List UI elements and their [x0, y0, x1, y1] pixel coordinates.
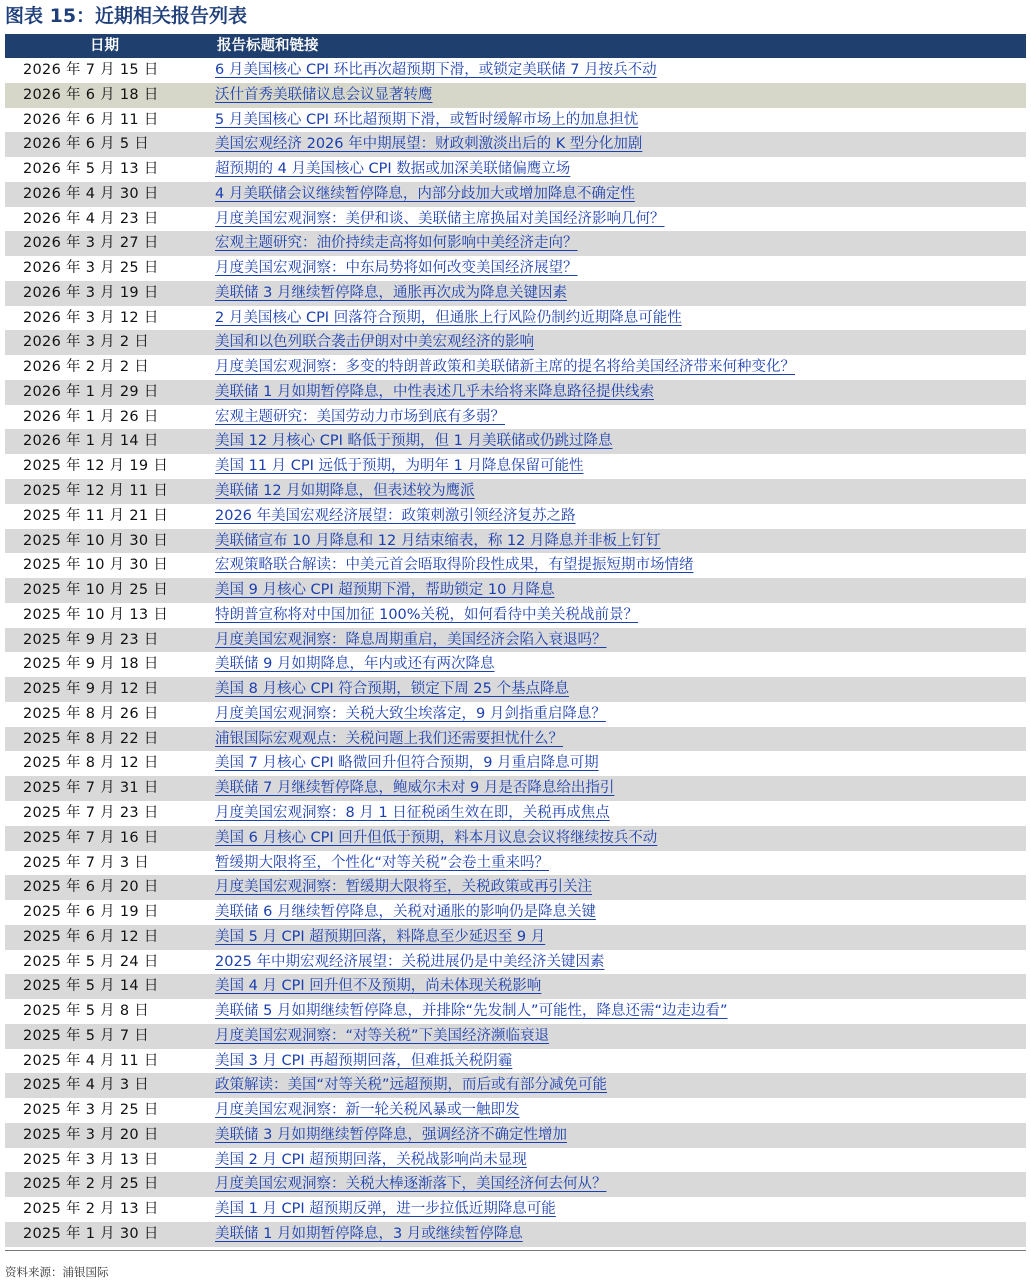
table-row [5, 727, 1026, 752]
table-row [5, 1073, 1026, 1098]
report-date: 2026 年 1 月 26 日 [23, 408, 159, 425]
report-date: 2025 年 9 月 18 日 [23, 656, 159, 673]
report-date: 2025 年 2 月 25 日 [23, 1176, 159, 1193]
report-title-link[interactable]: 美国 3 月 CPI 再超预期回落，但难抵关税阴霾 [215, 1052, 513, 1069]
report-date: 2026 年 2 月 2 日 [23, 359, 150, 376]
table-row [5, 900, 1026, 925]
report-title-link[interactable]: 月度美国宏观洞察：暂缓期大限将至，关税政策或再引关注 [215, 879, 592, 896]
table-header [5, 34, 1026, 58]
table-row [5, 628, 1026, 653]
table-row [5, 1222, 1026, 1247]
report-title-link[interactable]: 月度美国宏观洞察：美伊和谈、美联储主席换届对美国经济影响几何？ [215, 210, 665, 227]
report-title-link[interactable]: 政策解读：美国“对等关税”远超预期，而后或有部分减免可能 [215, 1077, 608, 1094]
table-row [5, 1049, 1026, 1074]
report-title-link[interactable]: 2026 年美国宏观经济展望：政策刺激引领经济复苏之路 [215, 507, 576, 524]
report-title-link[interactable]: 6 月美国核心 CPI 环比再次超预期下滑，或锁定美联储 7 月按兵不动 [215, 62, 657, 78]
table-row [5, 231, 1026, 256]
report-date: 2025 年 7 月 23 日 [23, 804, 159, 821]
report-date: 2025 年 3 月 25 日 [23, 1102, 159, 1119]
report-date: 2025 年 4 月 3 日 [23, 1077, 150, 1094]
table-body [5, 58, 1026, 1247]
report-date: 2025 年 5 月 24 日 [23, 953, 159, 970]
table-row [5, 108, 1026, 133]
report-title-link[interactable]: 美联储 12 月如期降息，但表述较为鹰派 [215, 483, 475, 500]
report-title-link[interactable]: 美国 11 月 CPI 远低于预期，为明年 1 月降息保留可能性 [215, 458, 584, 475]
table-row [5, 256, 1026, 281]
report-date: 2025 年 8 月 22 日 [23, 730, 159, 747]
report-title-link[interactable]: 宏观策略联合解读：中美元首会晤取得阶段性成果，有望提振短期市场情绪 [215, 557, 694, 574]
report-title-link[interactable]: 宏观主题研究：油价持续走高将如何影响中美经济走向？ [215, 235, 578, 252]
report-date: 2025 年 10 月 25 日 [23, 582, 169, 599]
table-row [5, 504, 1026, 529]
report-title-link[interactable]: 2025 年中期宏观经济展望：关税进展仍是中美经济关键因素 [215, 953, 605, 970]
report-title-link[interactable]: 美联储 1 月如期暂停降息，中性表述几乎未给将来降息路径提供线索 [215, 383, 654, 400]
table-row [5, 429, 1026, 454]
report-date: 2026 年 7 月 15 日 [23, 62, 159, 78]
reports-table [5, 34, 1026, 1247]
table-row [5, 157, 1026, 182]
table-row [5, 801, 1026, 826]
report-date: 2026 年 3 月 2 日 [23, 334, 150, 351]
table-bottom-rule [5, 1250, 1026, 1251]
report-title-link[interactable]: 4 月美联储会议继续暂停降息，内部分歧加大或增加降息不确定性 [215, 185, 635, 202]
table-row [5, 1172, 1026, 1197]
table-row [5, 1123, 1026, 1148]
report-title-link[interactable]: 美联储 5 月如期继续暂停降息，并排除“先发制人”可能性，降息还需“边走边看” [215, 1003, 728, 1020]
report-title-link[interactable]: 美国 12 月核心 CPI 略低于预期，但 1 月美联储或仍跳过降息 [215, 433, 613, 450]
table-row [5, 479, 1026, 504]
table-row [5, 355, 1026, 380]
table-row [5, 652, 1026, 677]
report-title-link[interactable]: 美联储 7 月继续暂停降息，鲍威尔未对 9 月是否降息给出指引 [215, 780, 615, 797]
report-date: 2025 年 11 月 21 日 [23, 507, 169, 524]
table-row [5, 330, 1026, 355]
table-row [5, 281, 1026, 306]
report-date: 2026 年 3 月 12 日 [23, 309, 159, 326]
report-title-link[interactable]: 沃什首秀美联储议息会议显著转鹰 [215, 86, 433, 103]
report-date: 2026 年 6 月 11 日 [23, 111, 159, 128]
table-row [5, 1197, 1026, 1222]
report-date: 2026 年 5 月 13 日 [23, 161, 159, 178]
table-row [5, 776, 1026, 801]
report-date: 2025 年 3 月 20 日 [23, 1126, 159, 1143]
report-date: 2025 年 5 月 8 日 [23, 1003, 150, 1020]
report-title-link[interactable]: 美联储 3 月继续暂停降息，通胀再次成为降息关键因素 [215, 284, 567, 301]
report-title-link[interactable]: 美国 4 月 CPI 回升但不及预期，尚未体现关税影响 [215, 978, 542, 995]
report-title-link[interactable]: 5 月美国核心 CPI 环比超预期下滑，或暂时缓解市场上的加息担忧 [215, 111, 639, 128]
source-note: 资料来源：浦银国际 [5, 1265, 109, 1279]
table-row [5, 826, 1026, 851]
table-row [5, 999, 1026, 1024]
header-title: 报告标题和链接 [217, 38, 319, 54]
report-date: 2025 年 10 月 30 日 [23, 557, 169, 574]
report-title-link[interactable]: 美国 6 月核心 CPI 回升但低于预期，料本月议息会议将继续按兵不动 [215, 829, 658, 846]
report-date: 2025 年 8 月 12 日 [23, 755, 159, 772]
report-date: 2025 年 6 月 19 日 [23, 904, 159, 921]
report-date: 2025 年 5 月 7 日 [23, 1027, 150, 1044]
table-row [5, 1098, 1026, 1123]
table-row [5, 925, 1026, 950]
report-title-link[interactable]: 美国 8 月核心 CPI 符合预期，锁定下周 25 个基点降息 [215, 681, 569, 698]
table-row [5, 1148, 1026, 1173]
table-row [5, 578, 1026, 603]
table-row [5, 702, 1026, 727]
report-date: 2026 年 6 月 5 日 [23, 136, 150, 153]
report-title-link[interactable]: 美联储 3 月如期继续暂停降息，强调经济不确定性增加 [215, 1126, 567, 1143]
report-title-link[interactable]: 美国宏观经济 2026 年中期展望：财政刺激淡出后的 K 型分化加剧 [215, 136, 643, 153]
report-title-link[interactable]: 特朗普宣称将对中国加征 100%关税，如何看待中美关税战前景？ [215, 606, 639, 623]
report-title-link[interactable]: 美国 5 月 CPI 超预期回落，料降息至少延迟至 9 月 [215, 928, 546, 945]
report-date: 2025 年 5 月 14 日 [23, 978, 159, 995]
report-date: 2025 年 12 月 19 日 [23, 458, 169, 475]
report-title-link[interactable]: 月度美国宏观洞察：多变的特朗普政策和美联储新主席的提名将给美国经济带来何种变化？ [215, 359, 795, 376]
report-title-link[interactable]: 月度美国宏观洞察：8 月 1 日征税函生效在即，关税再成焦点 [215, 804, 610, 821]
report-date: 2025 年 6 月 12 日 [23, 928, 159, 945]
table-row [5, 182, 1026, 207]
table-row [5, 950, 1026, 975]
table-row [5, 132, 1026, 157]
table-row [5, 380, 1026, 405]
report-title-link[interactable]: 月度美国宏观洞察：关税大致尘埃落定，9 月剑指重启降息？ [215, 705, 606, 722]
report-title-link[interactable]: 超预期的 4 月美国核心 CPI 数据或加深美联储偏鹰立场 [215, 161, 571, 178]
report-date: 2025 年 3 月 13 日 [23, 1151, 159, 1168]
table-row [5, 58, 1026, 83]
table-row [5, 677, 1026, 702]
report-title-link[interactable]: 月度美国宏观洞察：新一轮关税风暴或一触即发 [215, 1102, 520, 1119]
report-title-link[interactable]: 美联储 1 月如期暂停降息，3 月或继续暂停降息 [215, 1225, 523, 1242]
table-row [5, 529, 1026, 554]
report-date: 2025 年 7 月 31 日 [23, 780, 159, 797]
report-date: 2025 年 2 月 13 日 [23, 1201, 159, 1218]
report-title-link[interactable]: 美国和以色列联合袭击伊朗对中美宏观经济的影响 [215, 334, 534, 351]
table-row [5, 974, 1026, 999]
report-date: 2026 年 4 月 23 日 [23, 210, 159, 227]
header-date: 日期 [90, 38, 119, 54]
report-date: 2025 年 7 月 16 日 [23, 829, 159, 846]
report-title-link[interactable]: 暂缓期大限将至，个性化“对等关税”会卷土重来吗？ [215, 854, 550, 871]
report-title-link[interactable]: 美联储 9 月如期降息，年内或还有两次降息 [215, 656, 495, 673]
table-row [5, 851, 1026, 876]
report-date: 2025 年 10 月 30 日 [23, 532, 169, 549]
table-row [5, 603, 1026, 628]
table-row [5, 207, 1026, 232]
report-title-link[interactable]: 美联储 6 月继续暂停降息，关税对通胀的影响仍是降息关键 [215, 904, 596, 921]
report-title-link[interactable]: 2 月美国核心 CPI 回落符合预期，但通胀上行风险仍制约近期降息可能性 [215, 309, 682, 326]
report-date: 2026 年 3 月 27 日 [23, 235, 159, 252]
report-title-link[interactable]: 美国 2 月 CPI 超预期回落，关税战影响尚未显现 [215, 1151, 527, 1168]
report-date: 2026 年 4 月 30 日 [23, 185, 159, 202]
report-title-link[interactable]: 美国 1 月 CPI 超预期反弹，进一步拉低近期降息可能 [215, 1201, 556, 1218]
table-row [5, 83, 1026, 108]
report-title-link[interactable]: 月度美国宏观洞察：中东局势将如何改变美国经济展望？ [215, 260, 578, 277]
report-date: 2026 年 6 月 18 日 [23, 86, 159, 103]
report-title-link[interactable]: 月度美国宏观洞察：关税大棒逐渐落下，美国经济何去何从？ [215, 1176, 607, 1193]
table-row [5, 454, 1026, 479]
table-row [5, 875, 1026, 900]
report-date: 2025 年 12 月 11 日 [23, 483, 169, 500]
report-title-link[interactable]: 美联储宣布 10 月降息和 12 月结束缩表，称 12 月降息并非板上钉钉 [215, 532, 661, 549]
report-date: 2025 年 9 月 12 日 [23, 681, 159, 698]
report-title-link[interactable]: 宏观主题研究：美国劳动力市场到底有多弱？ [215, 408, 505, 425]
report-date: 2026 年 1 月 14 日 [23, 433, 159, 450]
report-title-link[interactable]: 美国 9 月核心 CPI 超预期下滑，帮助锁定 10 月降息 [215, 582, 555, 599]
report-date: 2025 年 7 月 3 日 [23, 854, 150, 871]
report-date: 2026 年 3 月 19 日 [23, 284, 159, 301]
report-date: 2025 年 4 月 11 日 [23, 1052, 159, 1069]
report-date: 2025 年 1 月 30 日 [23, 1225, 159, 1242]
figure-title: 图表 15：近期相关报告列表 [5, 5, 248, 27]
report-date: 2025 年 8 月 26 日 [23, 705, 159, 722]
table-row [5, 751, 1026, 776]
report-title-link[interactable]: 月度美国宏观洞察：降息周期重启，美国经济会陷入衰退吗？ [215, 631, 607, 648]
table-row [5, 306, 1026, 331]
table-row [5, 1024, 1026, 1049]
report-date: 2025 年 6 月 20 日 [23, 879, 159, 896]
report-date: 2025 年 10 月 13 日 [23, 606, 169, 623]
report-title-link[interactable]: 月度美国宏观洞察：“对等关税”下美国经济濒临衰退 [215, 1027, 550, 1044]
table-row [5, 553, 1026, 578]
table-row [5, 405, 1026, 430]
report-date: 2025 年 9 月 23 日 [23, 631, 159, 648]
report-title-link[interactable]: 美国 7 月核心 CPI 略微回升但符合预期，9 月重启降息可期 [215, 755, 599, 772]
report-date: 2026 年 3 月 25 日 [23, 260, 159, 277]
report-date: 2026 年 1 月 29 日 [23, 383, 159, 400]
report-title-link[interactable]: 浦银国际宏观观点：关税问题上我们还需要担忧什么？ [215, 730, 563, 747]
